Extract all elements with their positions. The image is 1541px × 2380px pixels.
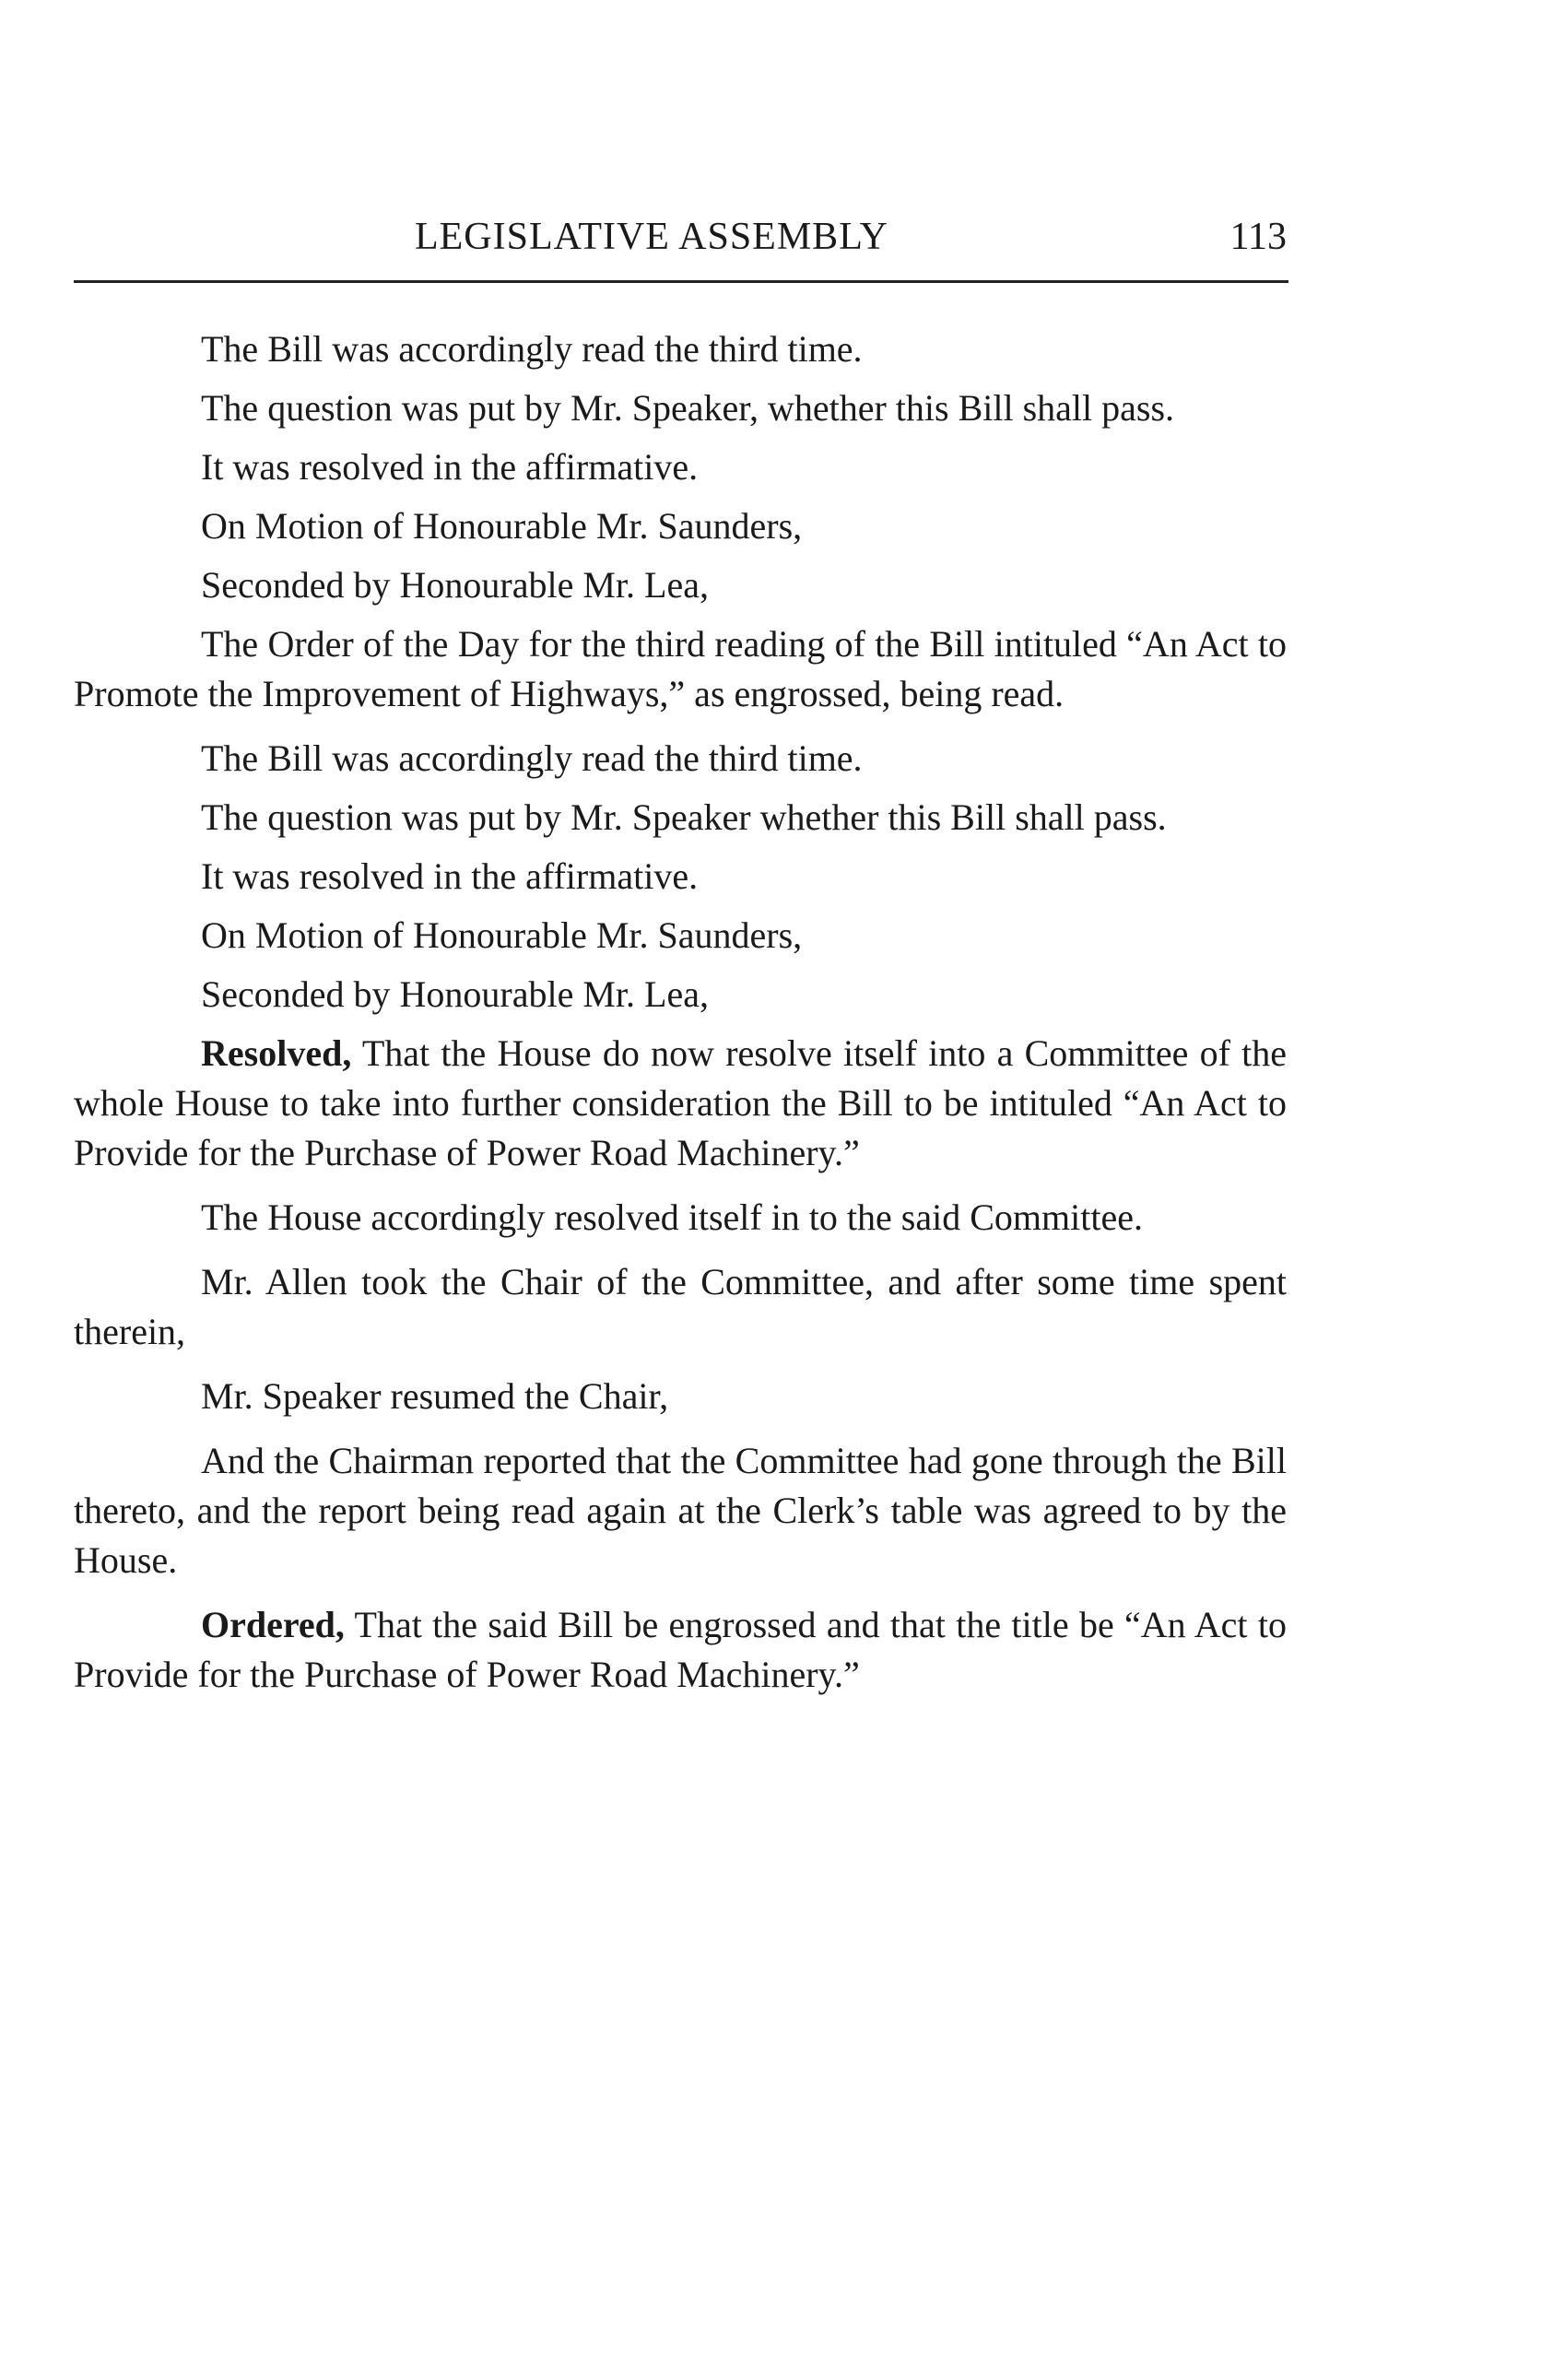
paragraph bbox=[74, 1257, 1287, 1357]
paragraph-text: Seconded by Honourable Mr. Lea, bbox=[201, 973, 709, 1015]
paragraph bbox=[74, 852, 1287, 901]
paragraph-text: And the Chairman reported that the Committee had gone through the Bill thereto, and the report being read again at the Clerk’s table was agreed to by the House. bbox=[74, 1440, 1287, 1581]
running-head bbox=[74, 214, 1287, 269]
page-number: 113 bbox=[1229, 216, 1287, 258]
paragraph bbox=[74, 1600, 1287, 1700]
paragraph bbox=[74, 619, 1287, 719]
running-title: LEGISLATIVE ASSEMBLY bbox=[415, 216, 888, 258]
paragraph bbox=[74, 501, 1287, 551]
paragraph-text: The question was put by Mr. Speaker whether this Bill shall pass. bbox=[201, 796, 1167, 838]
paragraph-text: It was resolved in the affirmative. bbox=[201, 855, 699, 897]
paragraph bbox=[74, 383, 1287, 433]
paragraph-text: Mr. Speaker resumed the Chair, bbox=[201, 1375, 669, 1417]
paragraph-text: The question was put by Mr. Speaker, whether this Bill shall pass. bbox=[201, 387, 1175, 429]
paragraph-text: That the House do now resolve itself into a Committee of the whole House to take into further consideration the Bill to be intituled “An Act to Provide for the Purchase of Power Road Machinery.” bbox=[74, 1032, 1287, 1173]
paragraph-text: On Motion of Honourable Mr. Saunders, bbox=[201, 505, 803, 547]
paragraph-text: Mr. Allen took the Chair of the Committee, and after some time spent therein, bbox=[74, 1261, 1287, 1352]
paragraph bbox=[74, 911, 1287, 960]
paragraph-text: That the said Bill be engrossed and that the title be “An Act to Provide for the Purchase of Power Road Machinery.” bbox=[74, 1604, 1287, 1695]
paragraph bbox=[74, 1029, 1287, 1178]
paragraph bbox=[74, 1193, 1287, 1243]
paragraph-text: Seconded by Honourable Mr. Lea, bbox=[201, 564, 709, 606]
paragraph-lead: Ordered, bbox=[201, 1604, 345, 1645]
paragraph bbox=[74, 793, 1287, 842]
paragraph bbox=[74, 324, 1287, 374]
paragraph-text: On Motion of Honourable Mr. Saunders, bbox=[201, 914, 803, 956]
paragraph-text: The Order of the Day for the third reading of the Bill intituled “An Act to Promote the Improvement of Highways,” as engrossed, being read. bbox=[74, 623, 1287, 714]
paragraph bbox=[74, 1436, 1287, 1585]
paragraph-text: The Bill was accordingly read the third time. bbox=[201, 328, 863, 370]
paragraph-lead: Resolved, bbox=[201, 1032, 352, 1074]
paragraph bbox=[74, 442, 1287, 492]
header-rule bbox=[74, 280, 1288, 283]
paragraph bbox=[74, 560, 1287, 610]
body-text bbox=[74, 324, 1287, 1714]
paragraph bbox=[74, 734, 1287, 784]
paragraph-text: It was resolved in the affirmative. bbox=[201, 446, 699, 488]
paragraph bbox=[74, 970, 1287, 1019]
paragraph-text: The Bill was accordingly read the third time. bbox=[201, 737, 863, 779]
paragraph-text: The House accordingly resolved itself in to the said Committee. bbox=[201, 1196, 1143, 1238]
paragraph bbox=[74, 1372, 1287, 1421]
